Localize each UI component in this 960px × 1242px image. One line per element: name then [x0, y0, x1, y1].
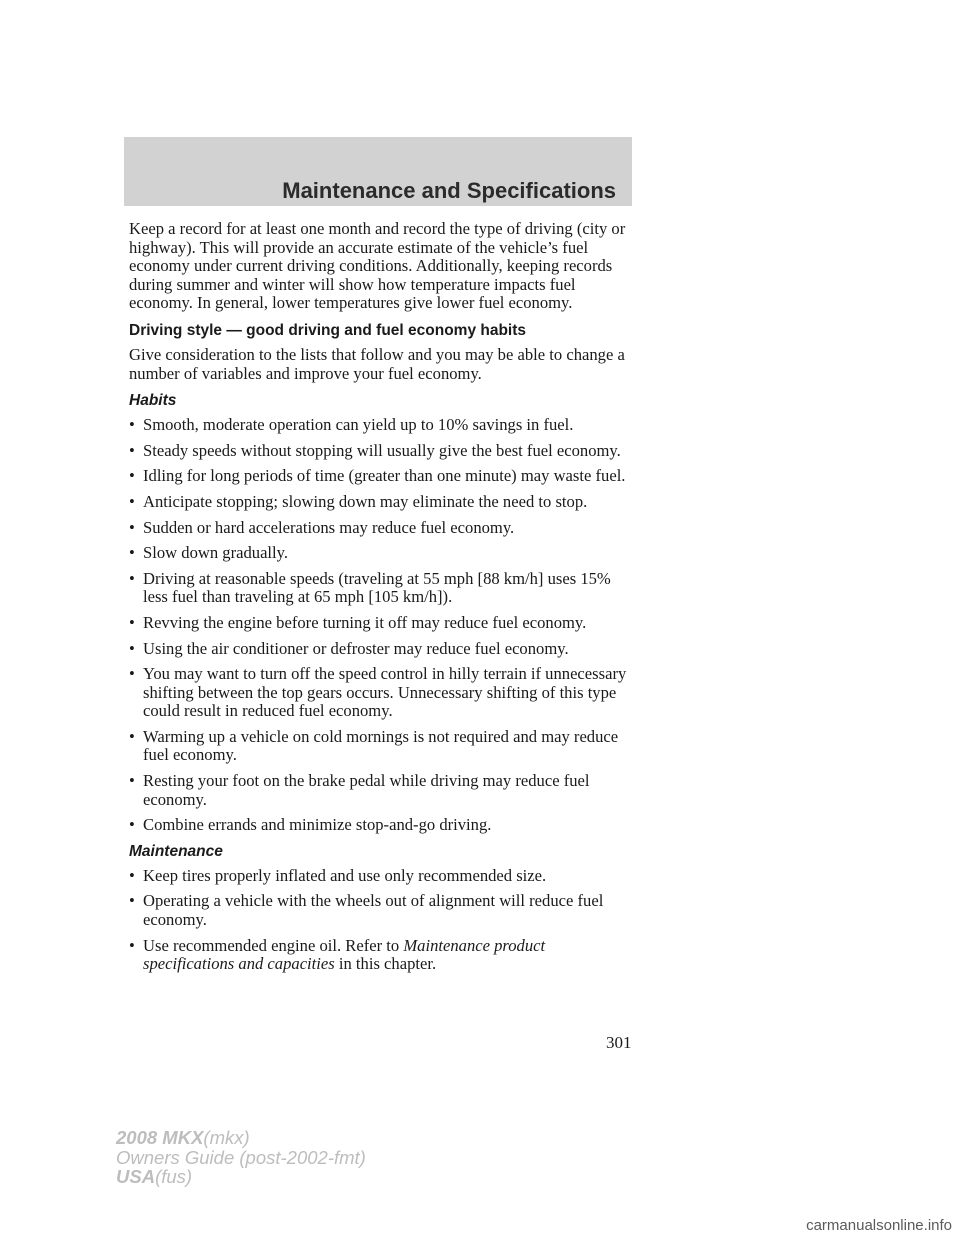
footer-market-code: (fus) — [155, 1166, 193, 1187]
list-item — [129, 867, 639, 886]
list-item — [129, 937, 639, 974]
list-item-text: Sudden or hard accelerations may reduce fuel economy. — [143, 517, 515, 537]
bullet-icon: • — [129, 726, 135, 746]
list-item — [129, 614, 639, 633]
list-item-text: Warming up a vehicle on cold mornings is not required and may reduce fuel economy. — [143, 726, 619, 765]
list-item — [129, 442, 639, 461]
list-item — [129, 892, 639, 929]
list-item-text: Resting your foot on the brake pedal while driving may reduce fuel economy. — [143, 771, 590, 809]
list-item-text-suffix: in this chapter. — [334, 954, 437, 974]
list-item-text: Using the air conditioner or defroster may reduce fuel economy. — [143, 638, 569, 658]
list-item-text: You may want to turn off the speed control in hilly terrain if unnecessary shifting between the top gears occurs. Unnecessary shifting of this type could result in reduced fuel economy. — [143, 664, 627, 721]
page-content — [129, 220, 639, 981]
list-item — [129, 772, 639, 809]
intro-paragraph: Keep a record for at least one month and record the type of driving (city or highway). This will provide an accurate estimate of the vehicle’s fuel economy under current driving conditions. Additionally, keeping records during summer and winter will show how temperature impacts fuel economy. In general, lower temperatures give lower fuel economy. — [129, 219, 626, 313]
page-number: 301 — [606, 1033, 632, 1052]
list-item-text: Smooth, moderate operation can yield up to 10% savings in fuel. — [143, 415, 574, 435]
list-item — [129, 416, 639, 435]
bullet-icon: • — [129, 771, 135, 791]
footer-model-code: (mkx) — [203, 1127, 250, 1148]
maintenance-list — [129, 867, 639, 974]
footer-line-guide: Owners Guide (post-2002-fmt) — [116, 1146, 366, 1168]
bullet-icon: • — [129, 664, 135, 684]
list-item-text: Driving at reasonable speeds (traveling at 55 mph [88 km/h] uses 15% less fuel than traveling at 65 mph [105 km/h]). — [143, 568, 611, 607]
bullet-icon: • — [129, 815, 135, 835]
list-item-text: Idling for long periods of time (greater than one minute) may waste fuel. — [143, 466, 626, 486]
list-item — [129, 493, 639, 512]
section-header-bar — [124, 137, 632, 206]
footer-model-year: 2008 MKX — [116, 1127, 204, 1148]
habits-list — [129, 416, 639, 835]
list-item — [129, 570, 639, 607]
list-item — [129, 519, 639, 538]
list-item-text: Operating a vehicle with the wheels out of alignment will reduce fuel economy. — [143, 891, 604, 930]
list-item-text: Steady speeds without stopping will usually give the best fuel economy. — [143, 440, 621, 460]
document-footer — [116, 1128, 366, 1187]
list-item-text: Slow down gradually. — [143, 543, 289, 563]
bullet-icon: • — [129, 638, 135, 658]
list-item — [129, 544, 639, 563]
bullet-icon: • — [129, 935, 135, 955]
bullet-icon: • — [129, 440, 135, 460]
bullet-icon: • — [129, 415, 135, 435]
list-item — [129, 728, 639, 765]
bullet-icon: • — [129, 466, 135, 486]
footer-line-market — [116, 1167, 366, 1187]
bullet-icon: • — [129, 517, 135, 537]
footer-market: USA — [116, 1166, 156, 1187]
section-title: Maintenance and Specifications — [282, 178, 616, 203]
bullet-icon: • — [129, 891, 135, 911]
list-item-text: Keep tires properly inflated and use only recommended size. — [143, 865, 547, 885]
list-item — [129, 816, 639, 835]
watermark-text: carmanualsonline.info — [806, 1217, 952, 1234]
cross-reference: Maintenance product specifications and capacities — [143, 935, 546, 974]
list-item-text-prefix: Use recommended engine oil. Refer to — [143, 935, 404, 955]
section-heading: Driving style — good driving and fuel economy habits — [129, 321, 527, 339]
list-item-text: Revving the engine before turning it off may reduce fuel economy. — [143, 612, 587, 632]
habits-heading: Habits — [129, 392, 177, 410]
list-item — [129, 665, 639, 721]
footer-line-model — [116, 1128, 366, 1148]
bullet-icon: • — [129, 543, 135, 563]
maintenance-heading: Maintenance — [129, 842, 223, 860]
list-item-text: Anticipate stopping; slowing down may eliminate the need to stop. — [143, 491, 588, 511]
bullet-icon: • — [129, 612, 135, 632]
section-intro-paragraph: Give consideration to the lists that follow and you may be able to change a number of variables and improve your fuel economy. — [129, 344, 625, 383]
bullet-icon: • — [129, 568, 135, 588]
bullet-icon: • — [129, 491, 135, 511]
bullet-icon: • — [129, 865, 135, 885]
list-item-text: Combine errands and minimize stop-and-go driving. — [143, 815, 492, 835]
list-item — [129, 640, 639, 659]
list-item — [129, 467, 639, 486]
